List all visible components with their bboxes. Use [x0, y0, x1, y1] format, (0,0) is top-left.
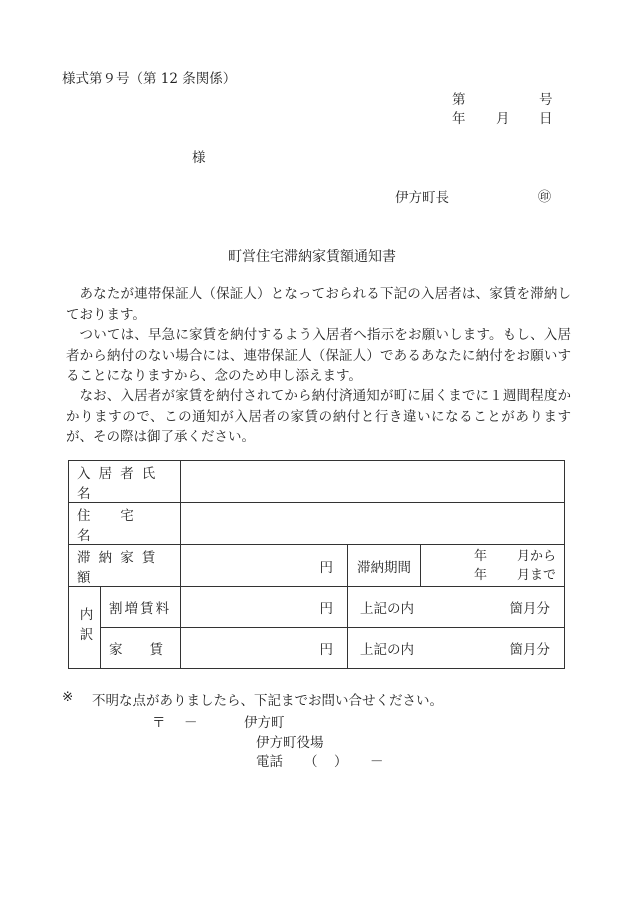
phone-paren-close: ） [334, 754, 348, 770]
address-label: 住 宅 名 [69, 503, 181, 545]
phone-label: 電話 [256, 754, 283, 770]
table-row-address [69, 503, 565, 545]
postal-mark: 〒 [152, 715, 166, 731]
document-number-prefix: 第 [452, 92, 466, 108]
town-name: 伊方町 [244, 715, 285, 731]
body-paragraph-3: なお、入居者が家賃を納付されてから納付済通知が町に届くまでに１週間程度かかりますので、この通知が入居者の家賃の納付と行き違いになることがありますが、その際は御了承ください。 [66, 388, 571, 445]
period-to-year: 年 [473, 567, 487, 583]
breakdown-label: 内訳 [69, 587, 101, 669]
of-above-label: 上記の内 [360, 601, 414, 617]
period-from: 月から [517, 548, 557, 564]
recipient-suffix: 様 [192, 150, 206, 166]
period-to: 月まで [517, 567, 557, 583]
surcharge-months-field[interactable] [348, 587, 565, 628]
yen-unit: 円 [319, 601, 333, 617]
date-day: 日 [539, 111, 553, 127]
table-row-surcharge [69, 587, 565, 628]
seal-mark: ㊞ [538, 190, 552, 205]
document-title: 町営住宅滞納家賃額通知書 [228, 249, 396, 265]
surcharge-amount-field[interactable] [181, 587, 348, 628]
arrears-table [68, 460, 565, 669]
inquiry-note: 不明な点がありましたら、下記までお問い合せください。 [92, 693, 443, 709]
tenant-name-label: 入居者氏名 [69, 461, 181, 503]
period-label: 滞納期間 [348, 545, 421, 587]
form-number: 様式第９号（第 12 条関係） [62, 71, 237, 87]
body-paragraph-1: あなたが連帯保証人（保証人）となっておられる下記の入居者は、家賃を滞納しております。 [66, 286, 571, 323]
rent-label: 家 賃 [101, 628, 181, 669]
months-unit: 箇月分 [509, 601, 551, 617]
period-from-year: 年 [473, 548, 487, 564]
table-row-tenant [69, 461, 565, 503]
tenant-name-field[interactable] [181, 461, 565, 503]
surcharge-label: 割増賃料 [101, 587, 181, 628]
body-paragraph-2: ついては、早急に家賃を納付するよう入居者へ指示をお願いします。もし、入居者から納付のない場合には、連帯保証人（保証人）であるあなたに納付をお願いすることになりますから、念のため申し添えます。 [66, 327, 571, 384]
phone-dash: － [370, 754, 384, 770]
months-unit: 箇月分 [509, 642, 551, 658]
date-year: 年 [452, 111, 466, 127]
postal-dash: － [184, 715, 198, 731]
table-row-rent [69, 628, 565, 669]
period-field[interactable] [421, 545, 565, 587]
of-above-label: 上記の内 [360, 642, 414, 658]
date-month: 月 [496, 111, 510, 127]
yen-unit: 円 [319, 642, 333, 658]
address-field[interactable] [181, 503, 565, 545]
phone-paren-open: （ [304, 754, 318, 770]
rent-amount-field[interactable] [181, 628, 348, 669]
sender-title: 伊方町長 [395, 190, 449, 206]
document-number-suffix: 号 [539, 92, 553, 108]
note-mark: ※ [62, 689, 74, 705]
yen-unit: 円 [319, 559, 333, 576]
arrears-amount-field[interactable] [181, 545, 348, 587]
office-name: 伊方町役場 [256, 735, 324, 751]
arrears-amount-label: 滞納家賃額 [69, 545, 181, 587]
table-row-arrears [69, 545, 565, 587]
rent-months-field[interactable] [348, 628, 565, 669]
